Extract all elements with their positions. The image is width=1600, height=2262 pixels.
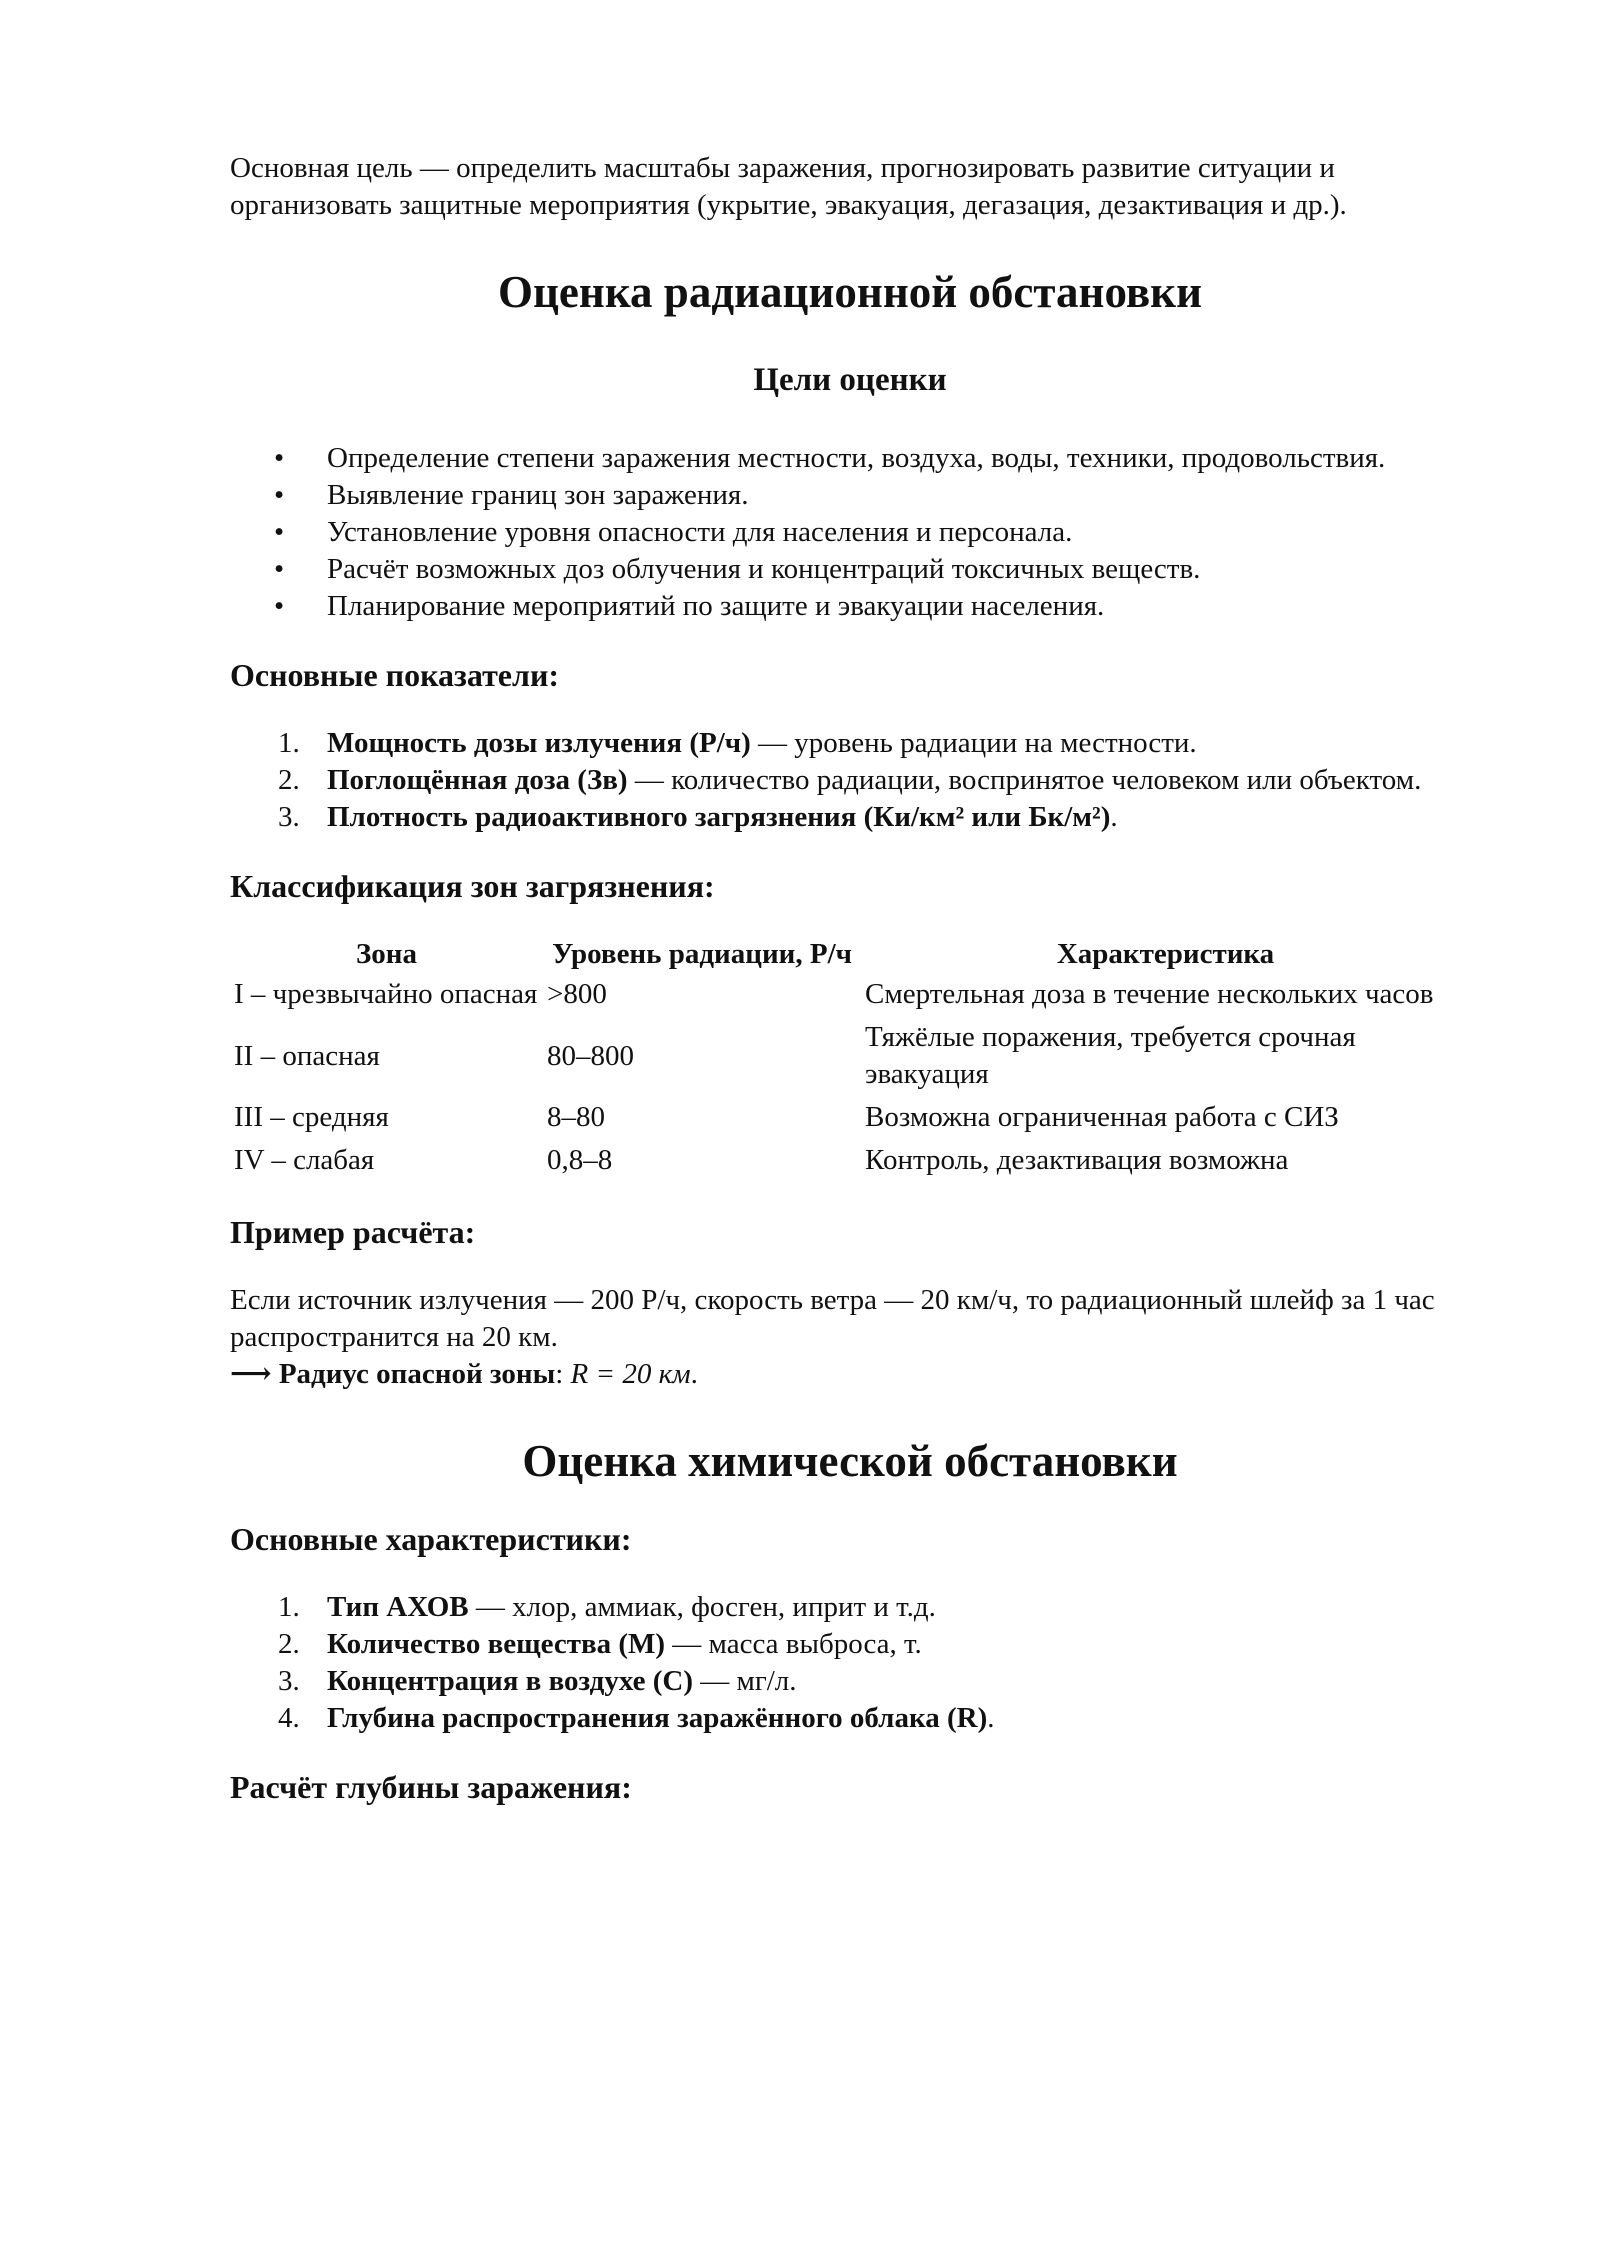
zones-table [230, 936, 1470, 1182]
goal-text: Расчёт возможных доз облучения и концентраций токсичных веществ. [327, 553, 1201, 585]
list-number: 2. [278, 764, 300, 796]
goal-text: Установление уровня опасности для населения и персонала. [327, 516, 1073, 548]
example-text: Если источник излучения — 200 Р/ч, скорость ветра — 20 км/ч, то радиационный шлейф за 1 час распространится на 20 км. [230, 1284, 1435, 1353]
list-number: 2. [278, 1628, 300, 1660]
page-content [230, 150, 1470, 1807]
characteristic-desc: . [987, 1702, 995, 1734]
goal-text: Определение степени заражения местности, воздуха, воды, техники, продовольствия. [327, 442, 1386, 474]
list-number: 3. [278, 1665, 300, 1697]
list-item [230, 588, 1470, 625]
table-cell: Тяжёлые поражения, требуется срочная эвакуация [865, 1021, 1356, 1090]
characteristic-term: Количество вещества (М) [327, 1628, 666, 1660]
table-cell: II – опасная [234, 1039, 380, 1072]
indicator-term: Поглощённая доза (Зв) [327, 764, 628, 796]
table-cell: Возможна ограниченная работа с СИЗ [865, 1101, 1339, 1133]
table-cell: Контроль, дезактивация возможна [865, 1144, 1289, 1176]
goals-title: Цели оценки [753, 362, 947, 398]
list-item [230, 1626, 1470, 1663]
table-cell: IV – слабая [234, 1144, 375, 1176]
list-item [230, 725, 1470, 762]
list-item [230, 1663, 1470, 1700]
list-number: 3. [278, 801, 300, 833]
indicator-term: Мощность дозы излучения (Р/ч) [327, 727, 751, 759]
result-colon: : [555, 1358, 564, 1390]
characteristic-desc: — хлор, аммиак, фосген, иприт и т.д. [468, 1591, 936, 1623]
table-cell: 0,8–8 [547, 1144, 613, 1176]
table-cell: 80–800 [547, 1039, 635, 1072]
table-cell: Смертельная доза в течение нескольких часов [865, 978, 1434, 1010]
bullet-marker: • [274, 516, 285, 548]
goals-list [230, 440, 1470, 625]
indicators-title: Основные показатели: [230, 657, 560, 693]
result-value: R = 20 км [570, 1358, 691, 1390]
table-row [230, 973, 1470, 1016]
bullet-marker: • [274, 442, 285, 474]
bullet-marker: • [274, 553, 285, 585]
characteristic-term: Глубина распространения заражённого облака (R) [327, 1702, 988, 1734]
list-item [230, 1700, 1470, 1737]
list-item [230, 799, 1470, 836]
table-row [230, 1016, 1470, 1096]
characteristic-desc: — масса выброса, т. [665, 1628, 922, 1660]
indicator-desc: . [1110, 801, 1118, 833]
result-end: . [690, 1358, 698, 1390]
list-item [230, 440, 1470, 477]
table-row [230, 1096, 1470, 1139]
result-arrow: ⟶ [230, 1358, 272, 1390]
list-item [230, 514, 1470, 551]
indicators-list [230, 725, 1470, 836]
column-header-zone: Зона [356, 938, 418, 970]
goal-text: Выявление границ зон заражения. [327, 479, 749, 511]
column-header-level: Уровень радиации, Р/ч [552, 938, 852, 970]
characteristic-term: Тип АХОВ [327, 1591, 469, 1623]
column-header-characteristic: Характеристика [1056, 938, 1275, 970]
table-cell: 8–80 [547, 1101, 606, 1133]
table-header-row [230, 936, 1470, 973]
list-item [230, 551, 1470, 588]
result-label: Радиус опасной зоны [278, 1358, 556, 1390]
intro-paragraph: Основная цель — определить масштабы заражения, прогнозировать развитие ситуации и организовать защитные мероприятия (укрытие, эвакуация, дегазация, дезактивация и др.). [230, 152, 1347, 221]
example-paragraph [230, 1282, 1470, 1393]
chemical-characteristics-list [230, 1589, 1470, 1737]
bullet-marker: • [274, 590, 285, 622]
characteristic-desc: — мг/л. [693, 1665, 797, 1697]
characteristic-term: Концентрация в воздухе (С) [327, 1665, 693, 1697]
bullet-marker: • [274, 479, 285, 511]
list-number: 1. [278, 1591, 300, 1623]
table-cell: III – средняя [234, 1101, 389, 1133]
depth-calculation-title: Расчёт глубины заражения: [230, 1769, 632, 1805]
indicator-term: Плотность радиоактивного загрязнения (Ки/км² или Бк/м²) [327, 801, 1111, 833]
indicator-desc: — уровень радиации на местности. [750, 727, 1197, 759]
table-cell: I – чрезвычайно опасная [234, 978, 538, 1010]
table-row [230, 1139, 1470, 1182]
list-item [230, 762, 1470, 799]
list-item [230, 477, 1470, 514]
table-cell: >800 [547, 978, 607, 1010]
list-number: 1. [278, 727, 300, 759]
chemical-characteristics-title: Основные характеристики: [230, 1521, 632, 1557]
indicator-desc: — количество радиации, воспринятое человеком или объектом. [627, 764, 1422, 796]
chemical-section-title: Оценка химической обстановки [522, 1436, 1178, 1486]
list-number: 4. [278, 1702, 300, 1734]
list-item [230, 1589, 1470, 1626]
goal-text: Планирование мероприятий по защите и эвакуации населения. [327, 590, 1105, 622]
example-title: Пример расчёта: [230, 1214, 476, 1250]
zones-title: Классификация зон загрязнения: [230, 868, 715, 904]
radiation-section-title: Оценка радиационной обстановки [497, 267, 1203, 317]
